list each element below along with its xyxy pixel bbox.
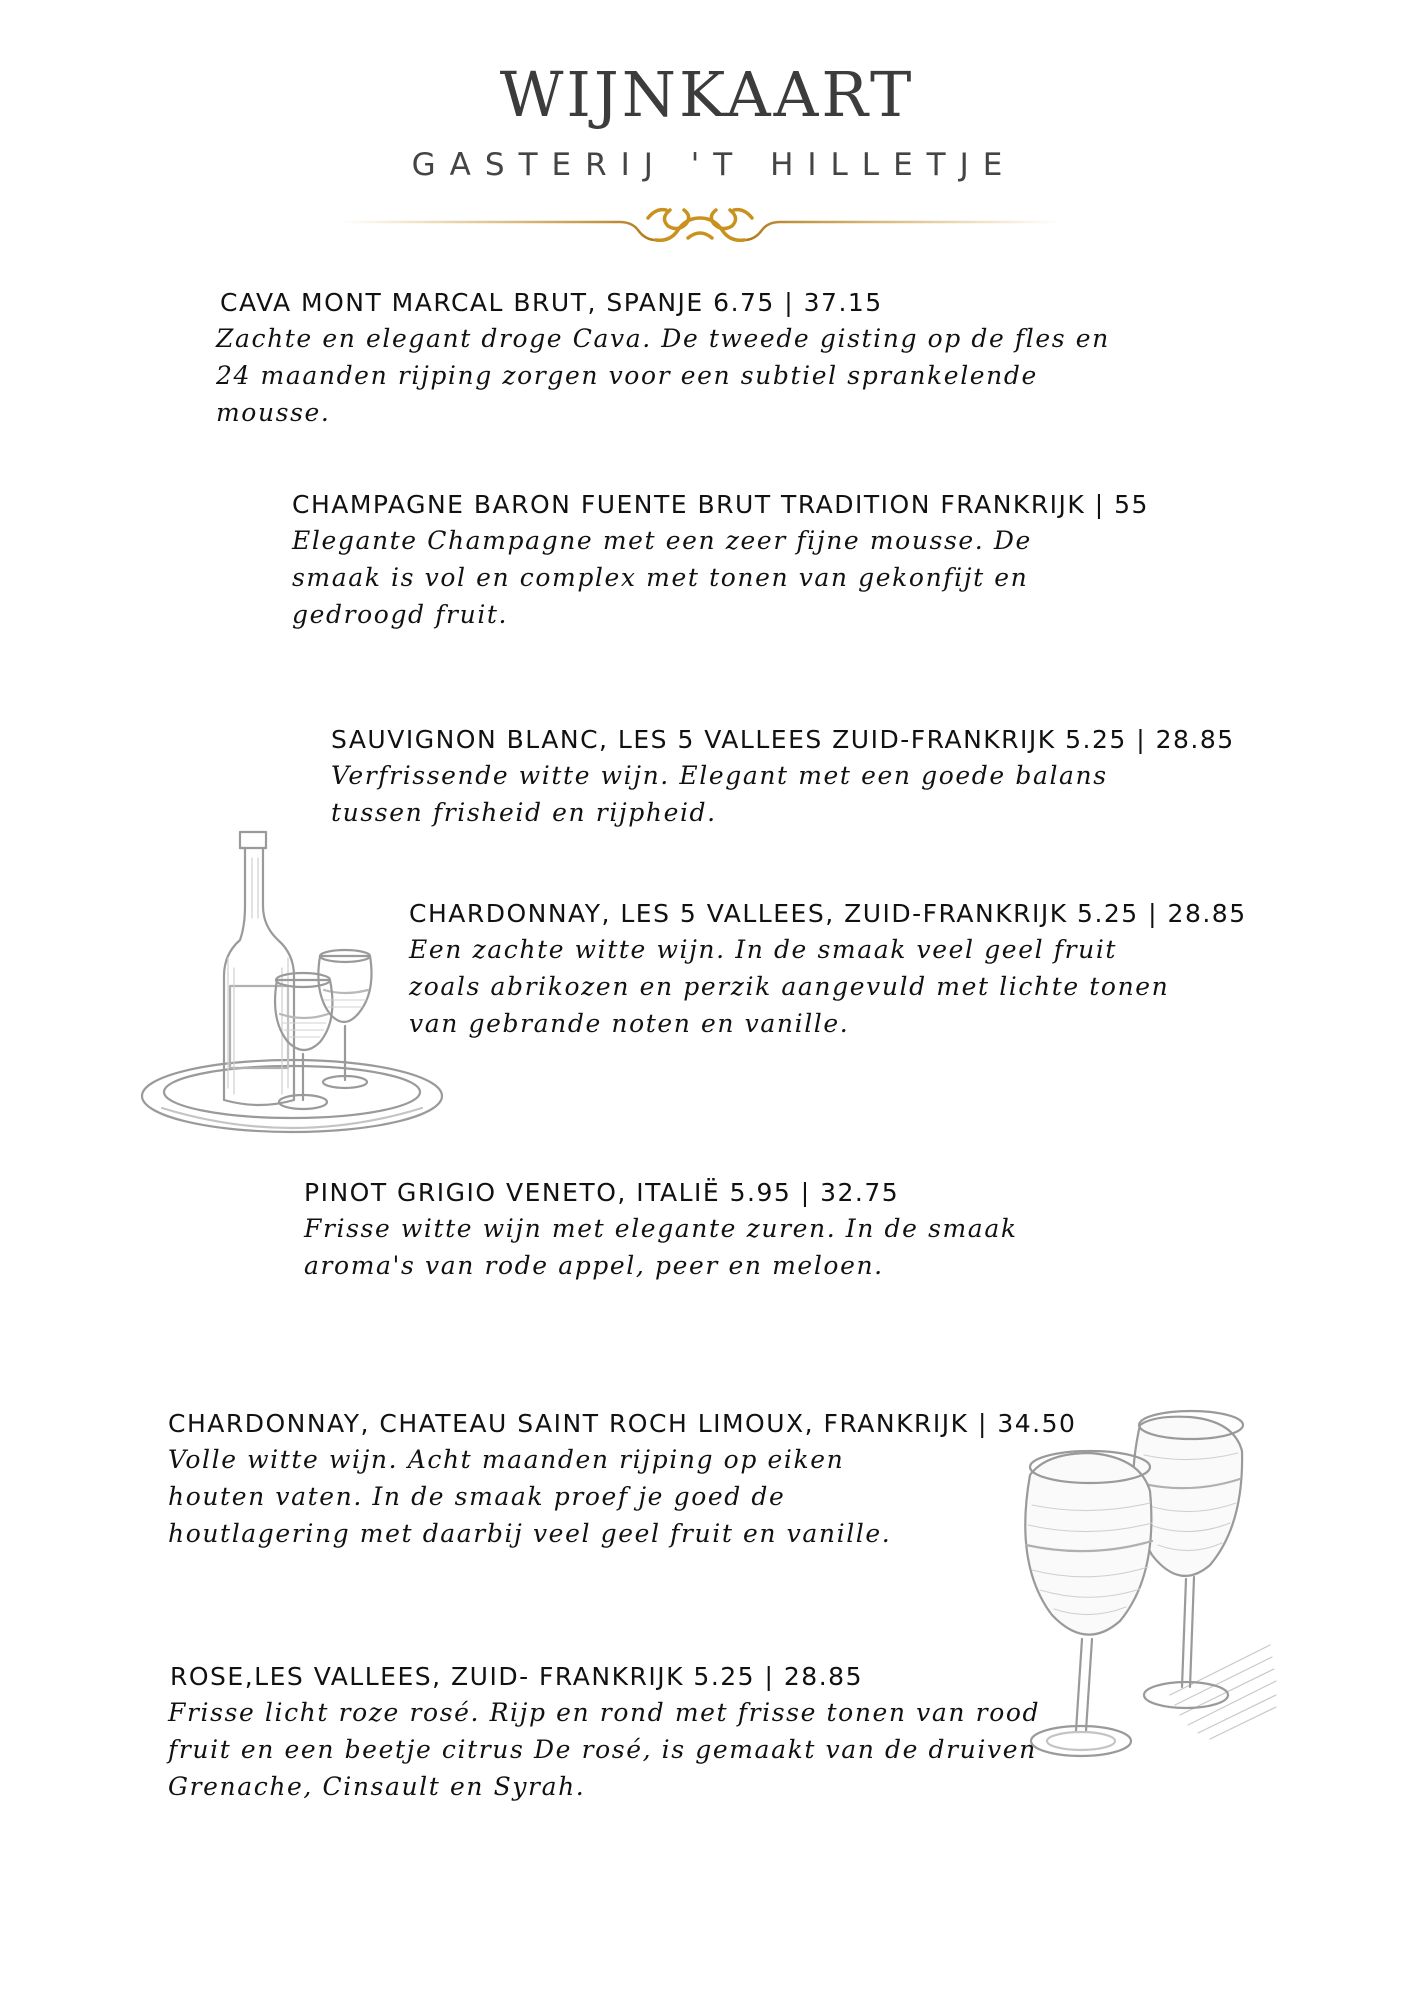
- wine-name: PINOT GRIGIO VENETO, ITALIË 5.95 | 32.75: [304, 1178, 900, 1207]
- wine-description: [168, 1441, 1076, 1552]
- desc-line: smaak is vol en complex met tonen van gekonfijt en: [292, 563, 1029, 592]
- desc-line: mousse.: [216, 398, 331, 427]
- wine-name: CHARDONNAY, LES 5 VALLEES, ZUID-FRANKRIJK 5.25 | 28.85: [409, 899, 1247, 928]
- desc-line: houten vaten. In de smaak proef je goed de: [168, 1482, 786, 1511]
- desc-line: aroma's van rode appel, peer en meloen.: [304, 1251, 884, 1280]
- desc-line: Verfrissende witte wijn. Elegant met een goede balans: [331, 761, 1108, 790]
- desc-line: van gebrande noten en vanille.: [409, 1009, 850, 1038]
- wine-item-sauvignon-blanc: [331, 725, 1235, 831]
- wine-name: CAVA MONT MARCAL BRUT, SPANJE 6.75 | 37.15: [220, 288, 883, 317]
- wine-name: CHARDONNAY, CHATEAU SAINT ROCH LIMOUX, FRANKRIJK | 34.50: [168, 1409, 1077, 1438]
- desc-line: zoals abrikozen en perzik aangevuld met lichte tonen: [409, 972, 1170, 1001]
- desc-line: fruit en een beetje citrus De rosé, is gemaakt van de druiven: [168, 1735, 1037, 1764]
- desc-line: Frisse witte wijn met elegante zuren. In de smaak: [304, 1214, 1018, 1243]
- page-title: WIJNKAART: [499, 58, 915, 131]
- gold-ornament-divider: [340, 188, 1060, 268]
- page-subtitle: GASTERIJ 'T HILLETJE: [411, 147, 1017, 183]
- wine-name: CHAMPAGNE BARON FUENTE BRUT TRADITION FRANKRIJK | 55: [292, 490, 1149, 519]
- desc-line: houtlagering met daarbij veel geel fruit en vanille.: [168, 1519, 892, 1548]
- wine-bottle-tray-illustration: [132, 818, 450, 1138]
- desc-line: Frisse licht roze rosé. Rijp en rond met frisse tonen van rood: [168, 1698, 1041, 1727]
- desc-line: 24 maanden rijping zorgen voor een subtiel sprankelende: [216, 361, 1038, 390]
- desc-line: Grenache, Cinsault en Syrah.: [168, 1772, 586, 1801]
- wine-description: [304, 1210, 1018, 1284]
- wine-description: [292, 522, 1149, 633]
- wine-item-chardonnay-5-vallees: [409, 899, 1247, 1042]
- wine-item-pinot-grigio: [304, 1178, 1018, 1284]
- wine-item-rose: [170, 1662, 1040, 1805]
- desc-line: Zachte en elegant droge Cava. De tweede gisting op de fles en: [216, 324, 1110, 353]
- wine-description: [216, 320, 1110, 431]
- wine-item-champagne: [292, 490, 1149, 633]
- desc-line: Een zachte witte wijn. In de smaak veel geel fruit: [409, 935, 1118, 964]
- wine-description: [409, 931, 1247, 1042]
- wine-description: [168, 1694, 1040, 1805]
- desc-line: Elegante Champagne met een zeer fijne mousse. De: [292, 526, 1032, 555]
- wine-description: [331, 757, 1235, 831]
- wine-name: ROSE,LES VALLEES, ZUID- FRANKRIJK 5.25 | 28.85: [170, 1662, 863, 1691]
- desc-line: tussen frisheid en rijpheid.: [331, 798, 717, 827]
- wine-name: SAUVIGNON BLANC, LES 5 VALLEES ZUID-FRANKRIJK 5.25 | 28.85: [331, 725, 1235, 754]
- wine-glasses-illustration: [1010, 1395, 1290, 1775]
- wine-item-cava: [216, 288, 1110, 431]
- desc-line: Volle witte wijn. Acht maanden rijping op eiken: [168, 1445, 845, 1474]
- desc-line: gedroogd fruit.: [292, 600, 509, 629]
- wine-item-chardonnay-saint-roch: [168, 1409, 1076, 1552]
